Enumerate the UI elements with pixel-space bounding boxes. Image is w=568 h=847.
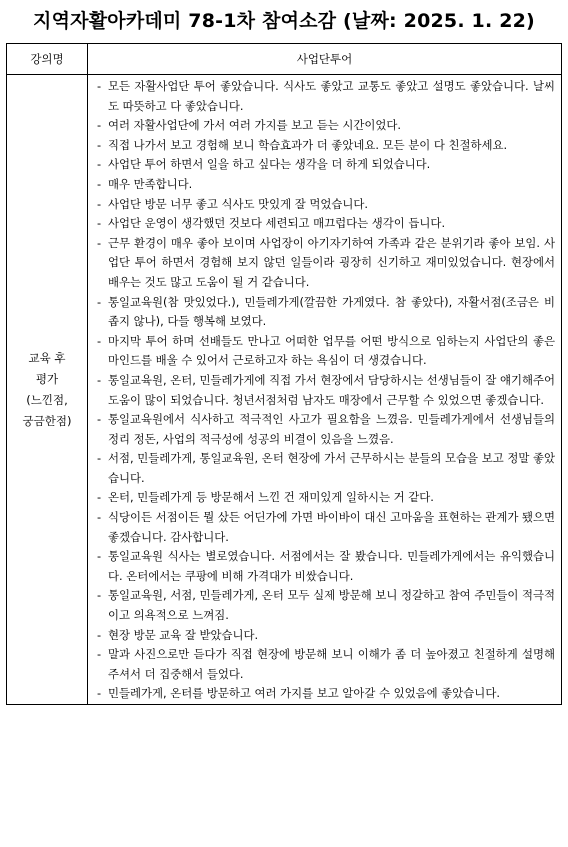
comment-item: - 식당이든 서점이든 뭘 샀든 어딘가에 가면 바이바이 대신 고마움을 표현하는 관계가 됐으면 좋겠습니다. 감사합니다. — [94, 508, 555, 547]
comment-item: - 직접 나가서 보고 경험해 보니 학습효과가 더 좋았네요. 모든 분이 다 친절하세요. — [94, 136, 555, 156]
page-title: 지역자활아카데미 78-1차 참여소감 (날짜: 2025. 1. 22) — [33, 10, 535, 32]
comment-item: - 통일교육원(참 맛있었다.), 민들레가게(깔끔한 가게였다. 참 좋았다), 자활서점(조금은 비좁지 않나), 다들 행복해 보였다. — [94, 293, 555, 332]
comment-item: - 근무 환경이 매우 좋아 보이며 사업장이 아기자기하여 가족과 같은 분위기라 좋아 보임. 사업단 투어 하면서 경험해 보지 않던 일들이라 굉장히 신기하고 재미있었습니다. 현장에서 배우는 것도 많고 도움이 될 거 같습니다. — [94, 234, 555, 293]
category-line: 궁금한점) — [22, 413, 72, 428]
comment-item: - 민들레가게, 온터를 방문하고 여러 가지를 보고 알아갈 수 있었음에 좋았습니다. — [94, 684, 555, 704]
comment-item: - 마지막 투어 하며 선배들도 만나고 어떠한 업무를 어떤 방식으로 임하는지 사업단의 좋은 마인드를 배울 수 있어서 근로하고자 하는 욕심이 더 생겼습니다. — [94, 332, 555, 371]
comment-item: - 온터, 민들레가게 등 방문해서 느낀 건 재미있게 일하시는 거 같다. — [94, 488, 555, 508]
category-cell — [7, 75, 88, 705]
category-line: 평가 — [35, 371, 59, 386]
category-line: 교육 후 — [28, 350, 66, 365]
comment-item: - 사업단 운영이 생각했던 것보다 세련되고 매끄럽다는 생각이 듭니다. — [94, 214, 555, 234]
comment-item: - 여러 자활사업단에 가서 여러 가지를 보고 듣는 시간이었다. — [94, 116, 555, 136]
comments-cell — [88, 75, 562, 705]
comment-item: - 매우 만족합니다. — [94, 175, 555, 195]
table-body-row — [7, 75, 562, 705]
comment-list — [94, 77, 555, 704]
category-line: (느낀점, — [26, 392, 68, 407]
header-course-title: 사업단투어 — [88, 44, 562, 75]
comment-item: - 말과 사진으로만 듣다가 직접 현장에 방문해 보니 이해가 좀 더 높아졌고 친절하게 설명해 주셔서 더 집중해서 들었다. — [94, 645, 555, 684]
comment-item: - 통일교육원, 온터, 민들레가게에 직접 가서 현장에서 담당하시는 선생님들이 잘 얘기해주어 도움이 많이 되었습니다. 청년서점처럼 남자도 매장에서 근무할 수 있었으면 좋겠습니다. — [94, 371, 555, 410]
comment-item: - 모든 자활사업단 투어 좋았습니다. 식사도 좋았고 교통도 좋았고 설명도 좋았습니다. 날씨도 따뜻하고 다 좋았습니다. — [94, 77, 555, 116]
comment-item: - 통일교육원에서 식사하고 적극적인 사고가 필요함을 느꼈음. 민들레가게에서 선생님들의 정리 정돈, 사업의 적극성에 성공의 비결이 있음을 느꼈음. — [94, 410, 555, 449]
comment-item: - 현장 방문 교육 잘 받았습니다. — [94, 626, 555, 646]
comment-item: - 서점, 민들레가게, 통일교육원, 온터 현장에 가서 근무하시는 분들의 모습을 보고 정말 좋았습니다. — [94, 449, 555, 488]
comment-item: - 통일교육원 식사는 별로였습니다. 서점에서는 잘 봤습니다. 민들레가게에서는 유익했습니다. 온터에서는 쿠팡에 비해 가격대가 비쌌습니다. — [94, 547, 555, 586]
header-course-name: 강의명 — [7, 44, 88, 75]
comment-item: - 사업단 투어 하면서 일을 하고 싶다는 생각을 더 하게 되었습니다. — [94, 155, 555, 175]
comment-item: - 사업단 방문 너무 좋고 식사도 맛있게 잘 먹었습니다. — [94, 195, 555, 215]
comment-item: - 통일교육원, 서점, 민들레가게, 온터 모두 실제 방문해 보니 정갈하고 참여 주민들이 적극적이고 의욕적으로 느껴짐. — [94, 586, 555, 625]
feedback-table — [6, 43, 562, 705]
table-header-row — [7, 44, 562, 75]
